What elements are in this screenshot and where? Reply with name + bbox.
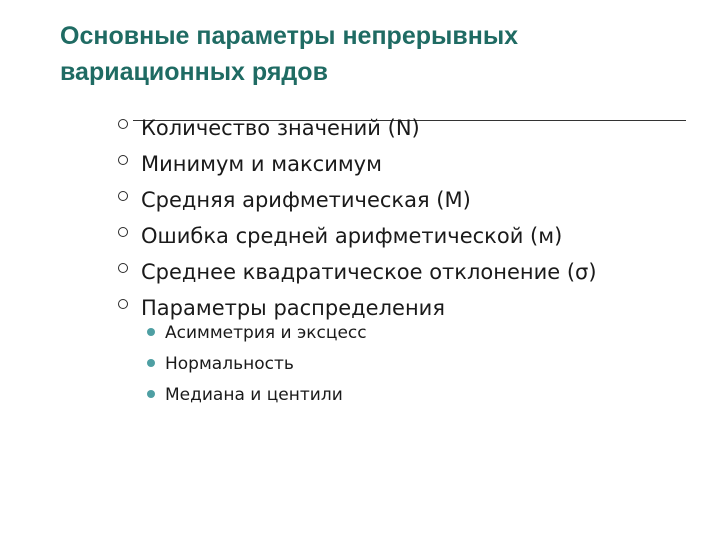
list-item xyxy=(112,254,597,290)
dot-bullet-icon xyxy=(147,328,155,336)
list-item-label: Параметры распределения xyxy=(141,296,445,320)
sub-list-item xyxy=(141,318,367,349)
list-item-label: Минимум и максимум xyxy=(141,152,382,176)
list-item xyxy=(112,110,597,146)
sub-list-item xyxy=(141,380,367,411)
dot-bullet-icon xyxy=(147,359,155,367)
sub-list-item-label: Нормальность xyxy=(165,354,294,374)
dot-bullet-icon xyxy=(147,390,155,398)
ring-bullet-icon xyxy=(118,299,128,309)
list-item xyxy=(112,218,597,254)
sub-list-item xyxy=(141,349,367,380)
sub-list-item-label: Медиана и центили xyxy=(165,385,343,405)
ring-bullet-icon xyxy=(118,119,128,129)
list-item-label: Количество значений (N) xyxy=(141,116,420,140)
ring-bullet-icon xyxy=(118,155,128,165)
list-item-label: Средняя арифметическая (М) xyxy=(141,188,471,212)
sub-list-item-label: Асимметрия и эксцесс xyxy=(165,323,367,343)
list-item-label: Ошибка средней арифметической (м) xyxy=(141,224,563,248)
bullet-list xyxy=(112,110,597,326)
ring-bullet-icon xyxy=(118,227,128,237)
list-item-label: Среднее квадратическое отклонение (σ) xyxy=(141,260,597,284)
sub-bullet-list xyxy=(141,318,367,411)
list-item xyxy=(112,146,597,182)
list-item xyxy=(112,182,597,218)
ring-bullet-icon xyxy=(118,263,128,273)
ring-bullet-icon xyxy=(118,191,128,201)
slide-title: Основные параметры непрерывных вариационных рядов xyxy=(60,22,519,86)
